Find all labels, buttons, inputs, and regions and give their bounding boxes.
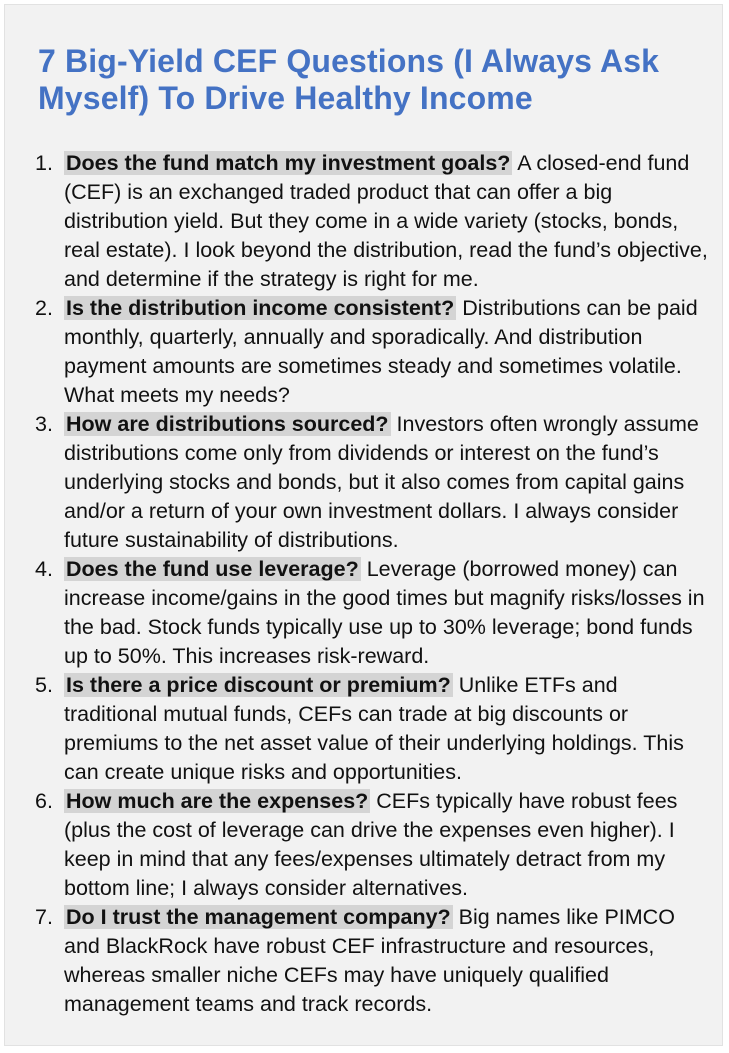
item-text: Unlike ETFs and traditional mutual funds, CEFs can trade at big discounts or premiums to the net asset value of their underlying holdings. This can create unique risks and opportunities. — [64, 673, 684, 784]
list-item — [5, 149, 724, 294]
page-title: 7 Big-Yield CEF Questions (I Always Ask Myself) To Drive Healthy Income — [38, 43, 660, 116]
list-item — [5, 555, 724, 671]
item-question: How much are the expenses? — [66, 789, 369, 813]
item-text: CEFs typically have robust fees (plus the cost of leverage can drive the expenses even higher). I keep in mind that any fees/expenses ultimately detract from my bottom line; I always consider alternatives. — [64, 789, 678, 900]
item-number: 5. — [35, 673, 53, 697]
item-text: Leverage (borrowed money) can increase income/gains in the good times but magnify risks/losses in the bad. Stock funds typically use up to 30% leverage; bond funds up to 50%. This increases risk-reward. — [64, 557, 705, 668]
list-item — [5, 787, 724, 903]
item-question: How are distributions sourced? — [66, 412, 389, 436]
item-number: 1. — [35, 151, 53, 175]
item-number: 6. — [35, 789, 53, 813]
list-item — [5, 294, 724, 410]
item-number: 2. — [35, 296, 53, 320]
item-question: Does the fund match my investment goals? — [66, 151, 511, 175]
item-question: Do I trust the management company? — [66, 905, 451, 929]
item-text: A closed-end fund (CEF) is an exchanged traded product that can offer a big distribution yield. But they come in a wide variety (stocks, bonds, real estate). I look beyond the distribution, read the fund’s objective, and determine if the strategy is right for me. — [64, 151, 708, 291]
item-question: Does the fund use leverage? — [66, 557, 359, 581]
item-number: 7. — [35, 905, 53, 929]
question-list — [5, 149, 724, 1019]
item-text: Distributions can be paid monthly, quarterly, annually and sporadically. And distribution payment amounts are sometimes steady and sometimes volatile. What meets my needs? — [64, 296, 698, 407]
list-item — [5, 410, 724, 555]
item-text: Big names like PIMCO and BlackRock have robust CEF infrastructure and resources, whereas smaller niche CEFs may have uniquely qualified management teams and track records. — [64, 905, 675, 1016]
infographic-card — [4, 4, 723, 1046]
list-item — [5, 903, 724, 1019]
item-text: Investors often wrongly assume distributions come only from dividends or interest on the fund’s underlying stocks and bonds, but it also comes from capital gains and/or a return of your own investment dollars. I always consider future sustainability of distributions. — [64, 412, 699, 552]
item-number: 3. — [35, 412, 53, 436]
item-number: 4. — [35, 557, 53, 581]
item-question: Is the distribution income consistent? — [66, 296, 455, 320]
item-question: Is there a price discount or premium? — [66, 673, 451, 697]
list-item — [5, 671, 724, 787]
